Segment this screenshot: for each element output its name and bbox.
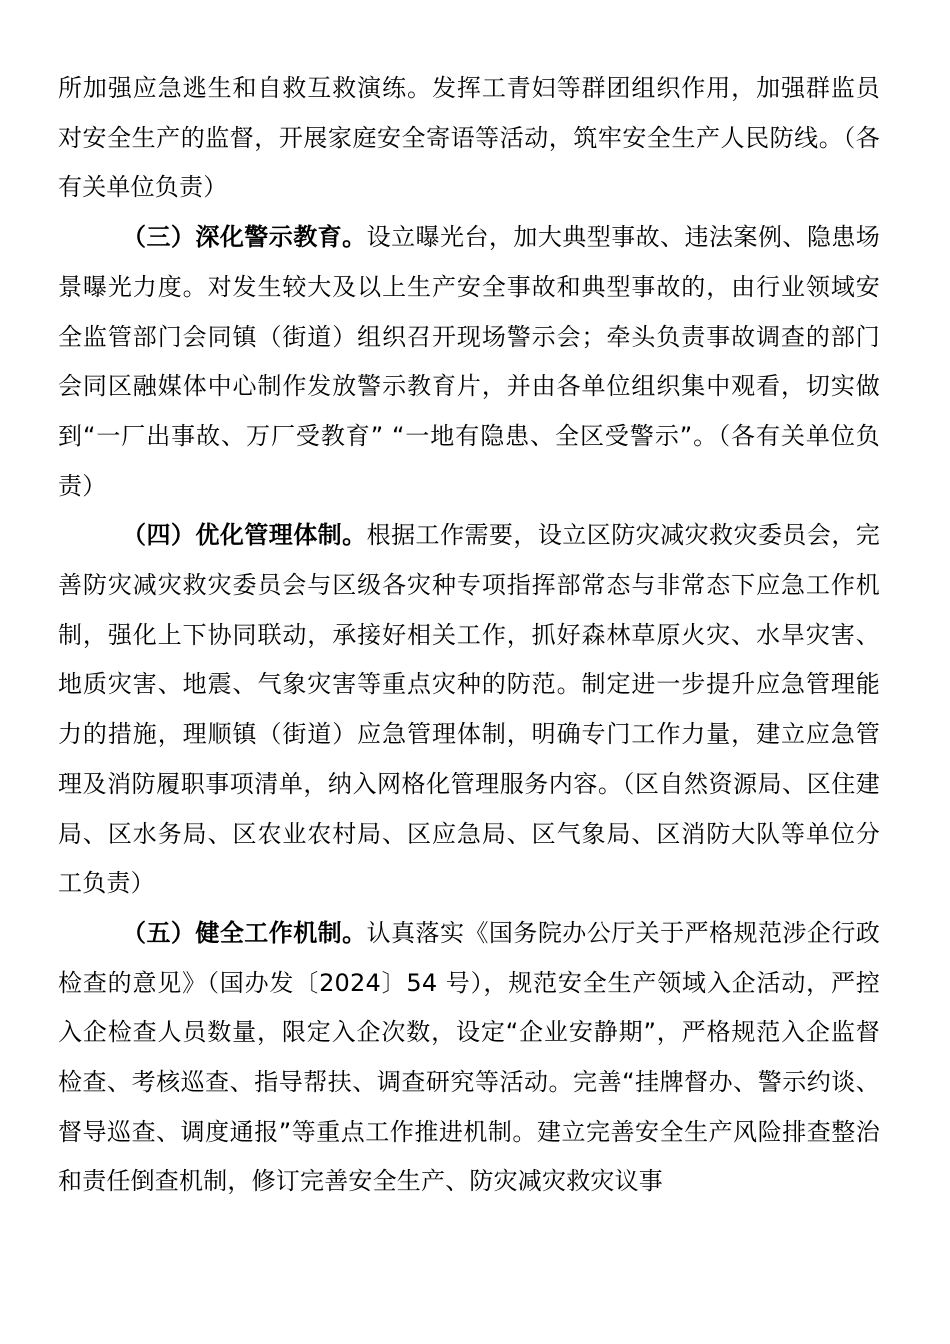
paragraph-warning-education bbox=[58, 213, 880, 511]
paragraph-work-mechanism bbox=[58, 909, 880, 1207]
paragraph-continuation bbox=[58, 64, 880, 213]
paragraph-text: 所加强应急逃生和自救互救演练。发挥工青妇等群团组织作用，加强群监员对安全生产的监督，开展家庭安全寄语等活动，筑牢安全生产人民防线。（各有关单位负责） bbox=[58, 74, 880, 202]
document-page bbox=[58, 64, 880, 1207]
paragraph-management-system bbox=[58, 511, 880, 909]
paragraph-text: 设立曝光台，加大典型事故、违法案例、隐患场景曝光力度。对发生较大及以上生产安全事故和典型事故的，由行业领域安全监管部门会同镇（街道）组织召开现场警示会；牵头负责事故调查的部门会同区融媒体中心制作发放警示教育片，并由各单位组织集中观看，切实做到“一厂出事故、万厂受教育” “一地有隐患、全区受警示”。（各有关单位负责） bbox=[58, 223, 881, 500]
paragraph-heading: （五）健全工作机制。 bbox=[122, 918, 367, 947]
paragraph-heading: （三）深化警示教育。 bbox=[122, 223, 367, 252]
paragraph-text: 认真落实《国务院办公厅关于严格规范涉企行政检查的意见》（国办发〔2024〕54 号），规范安全生产领域入企活动，严控入企检查人员数量，限定入企次数，设定“企业安静期”，严格规范入企监督检查、考核巡查、指导帮扶、调查研究等活动。完善“挂牌督办、警示约谈、督导巡查、调度通报”等重点工作推进机制。建立完善安全生产风险排查整治和责任倒查机制，修订完善安全生产、防灾减灾救灾议事 bbox=[58, 918, 881, 1196]
paragraph-text: 根据工作需要，设立区防灾减灾救灾委员会，完善防灾减灾救灾委员会与区级各灾种专项指挥部常态与非常态下应急工作机制，强化上下协同联动，承接好相关工作，抓好森林草原火灾、水旱灾害、地质灾害、地震、气象灾害等重点灾种的防范。制定进一步提升应急管理能力的措施，理顺镇（街道）应急管理体制，明确专门工作力量，建立应急管理及消防履职事项清单，纳入网格化管理服务内容。（区自然资源局、区住建局、区水务局、区农业农村局、区应急局、区气象局、区消防大队等单位分工负责） bbox=[58, 521, 881, 898]
paragraph-heading: （四）优化管理体制。 bbox=[122, 521, 367, 550]
